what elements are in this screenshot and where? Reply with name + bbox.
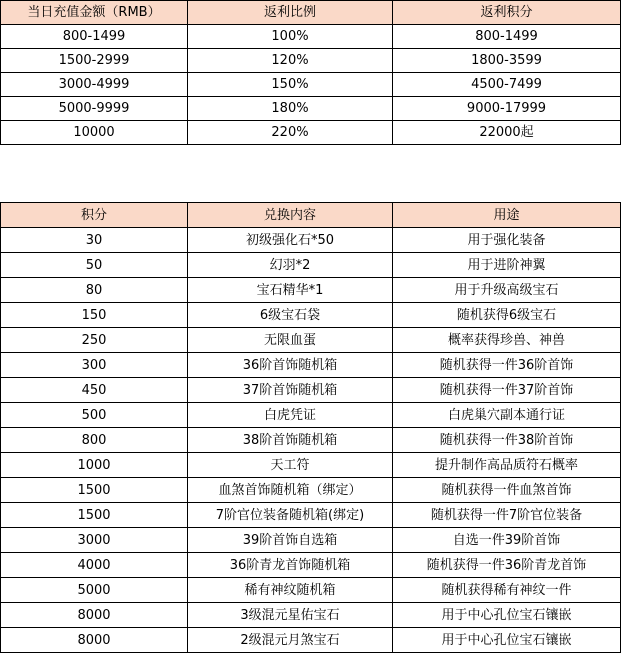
points-exchange-header [1,203,621,228]
table-cell: 450 [1,378,188,403]
table-cell: 随机获得一件7阶官位装备 [393,503,621,528]
table-cell: 150% [188,73,393,97]
table-cell: 3000 [1,528,188,553]
table-cell: 4000 [1,553,188,578]
table-cell: 1500 [1,478,188,503]
table-cell: 800 [1,428,188,453]
table-cell: 37阶首饰随机箱 [188,378,393,403]
table-row [1,121,621,145]
table-cell: 120% [188,49,393,73]
table-row [1,228,621,253]
header-row [1,203,621,228]
table-cell: 36阶青龙首饰随机箱 [188,553,393,578]
table-row [1,49,621,73]
table-row [1,378,621,403]
table-cell: 白虎巢穴副本通行证 [393,403,621,428]
table-row [1,353,621,378]
table-cell: 800-1499 [1,25,188,49]
table-cell: 幻羽*2 [188,253,393,278]
table-row [1,528,621,553]
table-cell: 随机获得一件36阶首饰 [393,353,621,378]
table-cell: 随机获得一件36阶青龙首饰 [393,553,621,578]
table-row [1,97,621,121]
table-cell: 2级混元月煞宝石 [188,628,393,653]
table-cell: 800-1499 [393,25,621,49]
table-cell: 用于升级高级宝石 [393,278,621,303]
table-cell: 随机获得一件38阶首饰 [393,428,621,453]
table-cell: 3000-4999 [1,73,188,97]
table-cell: 8000 [1,628,188,653]
table-cell: 3级混元星佑宝石 [188,603,393,628]
table-cell: 39阶首饰自选箱 [188,528,393,553]
table-cell: 22000起 [393,121,621,145]
table-row [1,603,621,628]
table-row [1,478,621,503]
table-cell: 随机获得一件血煞首饰 [393,478,621,503]
table-cell: 血煞首饰随机箱（绑定） [188,478,393,503]
table-cell: 9000-17999 [393,97,621,121]
table-cell: 6级宝石袋 [188,303,393,328]
table-cell: 用于中心孔位宝石镶嵌 [393,603,621,628]
table-cell: 1800-3599 [393,49,621,73]
table-row [1,303,621,328]
table-cell: 38阶首饰随机箱 [188,428,393,453]
recharge-rebate-table [0,0,621,145]
table-cell: 随机获得一件37阶首饰 [393,378,621,403]
table-cell: 220% [188,121,393,145]
table-row [1,578,621,603]
table-cell: 5000 [1,578,188,603]
table-cell: 用于中心孔位宝石镶嵌 [393,628,621,653]
table-row [1,403,621,428]
points-exchange-body [1,228,621,653]
column-header: 当日充值金额（RMB） [1,1,188,25]
table-cell: 50 [1,253,188,278]
table-cell: 8000 [1,603,188,628]
table-cell: 概率获得珍兽、神兽 [393,328,621,353]
table-cell: 初级强化石*50 [188,228,393,253]
table-cell: 7阶官位装备随机箱(绑定) [188,503,393,528]
table-row [1,628,621,653]
table-cell: 500 [1,403,188,428]
table-cell: 用于强化装备 [393,228,621,253]
table-row [1,25,621,49]
table-cell: 1000 [1,453,188,478]
table-cell: 稀有神纹随机箱 [188,578,393,603]
column-header: 返利积分 [393,1,621,25]
table-cell: 无限血蛋 [188,328,393,353]
column-header: 兑换内容 [188,203,393,228]
table-row [1,428,621,453]
table-cell: 36阶首饰随机箱 [188,353,393,378]
table-cell: 天工符 [188,453,393,478]
table-cell: 随机获得6级宝石 [393,303,621,328]
table-cell: 用于进阶神翼 [393,253,621,278]
table-row [1,253,621,278]
table-row [1,553,621,578]
column-header: 积分 [1,203,188,228]
table-cell: 4500-7499 [393,73,621,97]
table-cell: 80 [1,278,188,303]
table-cell: 提升制作高品质符石概率 [393,453,621,478]
header-row [1,1,621,25]
table-row [1,328,621,353]
table-row [1,503,621,528]
column-header: 返利比例 [188,1,393,25]
table-cell: 100% [188,25,393,49]
table-cell: 10000 [1,121,188,145]
recharge-rebate-header [1,1,621,25]
table-row [1,453,621,478]
table-cell: 30 [1,228,188,253]
column-header: 用途 [393,203,621,228]
table-cell: 300 [1,353,188,378]
table-cell: 宝石精华*1 [188,278,393,303]
table-cell: 随机获得稀有神纹一件 [393,578,621,603]
recharge-rebate-body [1,25,621,145]
table-cell: 1500 [1,503,188,528]
table-cell: 自选一件39阶首饰 [393,528,621,553]
table-row [1,278,621,303]
table-cell: 白虎凭证 [188,403,393,428]
table-cell: 180% [188,97,393,121]
table-cell: 1500-2999 [1,49,188,73]
table-row [1,73,621,97]
points-exchange-table [0,202,621,653]
table-cell: 150 [1,303,188,328]
table-cell: 250 [1,328,188,353]
table-cell: 5000-9999 [1,97,188,121]
